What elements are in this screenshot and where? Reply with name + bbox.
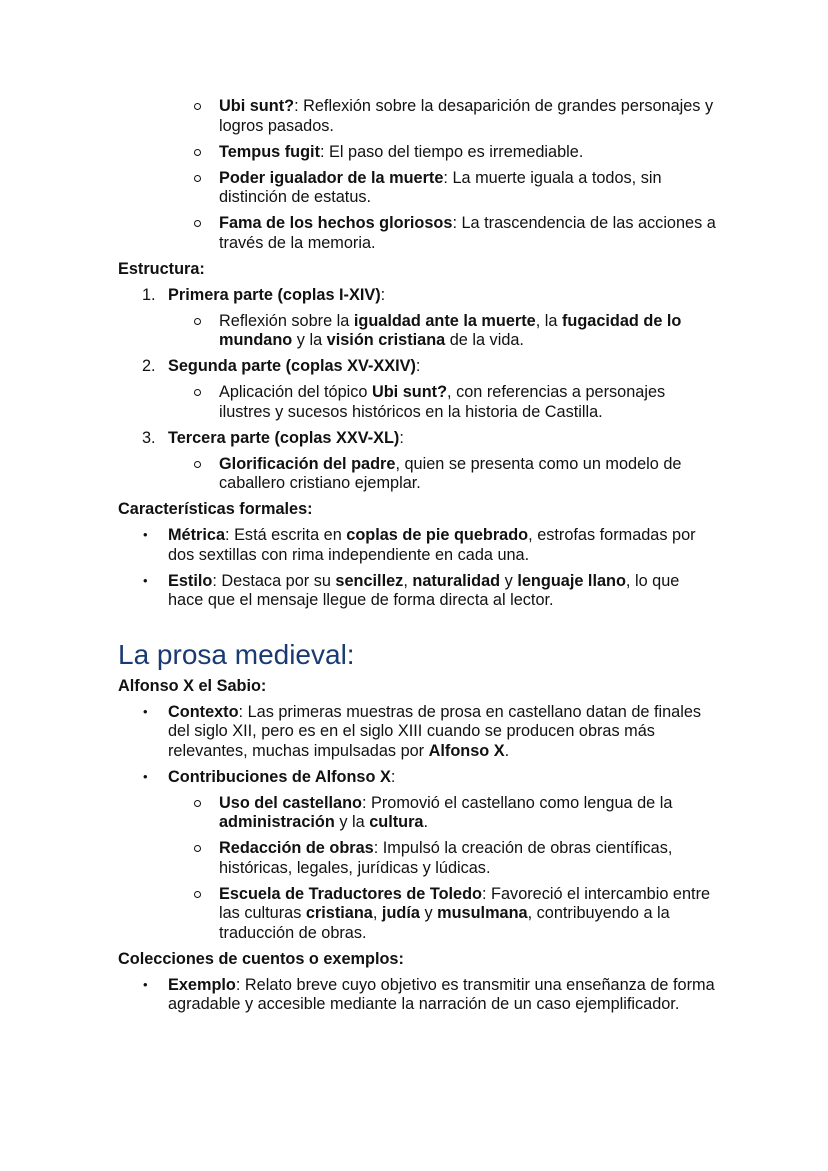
text: Aplicación del tópico — [219, 383, 372, 401]
text: , contribuyendo a la traducción de obras. — [219, 904, 670, 942]
bold-text: Métrica — [168, 526, 226, 544]
bold-text: cultura — [369, 813, 424, 831]
section-heading-colecciones: Colecciones de cuentos o exemplos: — [118, 949, 404, 968]
text: , lo que hace que el mensaje llegue de forma directa al lector. — [168, 571, 680, 609]
text: , la — [535, 311, 562, 330]
text: y — [419, 904, 438, 922]
bold-text: administración — [219, 813, 335, 831]
topic-term: Tempus fugit — [219, 142, 320, 161]
topic-text: : La trascendencia de las acciones a través de la memoria. — [219, 214, 716, 252]
bold-text: Alfonso X — [428, 741, 505, 760]
list-item — [118, 169, 716, 208]
text: , — [403, 571, 413, 590]
list-item — [118, 312, 716, 351]
text: : Promovió el castellano como lengua de la — [361, 793, 673, 812]
sub-list — [168, 794, 716, 944]
estructura-list — [118, 286, 716, 494]
bold-text: naturalidad — [412, 571, 501, 590]
bullet-icon: • — [143, 527, 148, 542]
bold-text: Estilo — [168, 571, 213, 590]
topic-term: Poder igualador de la muerte — [219, 168, 444, 187]
text: : Relato breve cuyo objetivo es transmitir una enseñanza de forma agradable y accesible mediante la narración de un caso ejemplificador. — [168, 975, 715, 1013]
text: : — [390, 767, 396, 786]
text: , con referencias a personajes ilustres y sucesos históricos en la historia de Castilla. — [219, 383, 666, 421]
bold-text: visión cristiana — [326, 331, 446, 349]
text: , estrofas formadas por dos sextillas con rima independiente en cada una. — [168, 526, 696, 564]
bullet-icon: • — [143, 703, 148, 719]
list-item — [118, 383, 716, 422]
list-item — [118, 976, 716, 1015]
text: : Destaca por su — [212, 571, 336, 590]
bold-text: Uso del castellano — [219, 793, 362, 812]
section-title-prosa: La prosa medieval: — [118, 638, 355, 670]
part-title: Primera parte (coplas I-XIV) — [168, 285, 381, 304]
alfonso-list — [118, 703, 716, 944]
bullet-icon: • — [143, 976, 148, 992]
bullet-icon: • — [143, 572, 148, 588]
list-item — [118, 455, 716, 494]
text: . — [423, 813, 429, 831]
text: : Favoreció el intercambio entre las culturas — [219, 884, 711, 922]
topic-text: : Reflexión sobre la desaparición de grandes personajes y logros pasados. — [219, 97, 714, 135]
bullet-icon: • — [143, 768, 148, 784]
list-item — [118, 429, 716, 494]
colecciones-list — [118, 976, 716, 1015]
text: de la vida. — [445, 331, 524, 349]
list-item — [118, 794, 716, 833]
bold-text: sencillez — [335, 571, 404, 590]
bold-text: lenguaje llano — [517, 571, 626, 590]
bold-text: igualdad ante la muerte — [353, 311, 536, 330]
text: y la — [334, 813, 370, 831]
formales-list — [118, 526, 716, 611]
list-item — [118, 839, 716, 878]
list-item — [118, 97, 716, 136]
list-number: 3. — [142, 428, 156, 447]
list-item — [118, 526, 716, 565]
topic-text: : La muerte iguala a todos, sin distinción de estatus. — [219, 168, 662, 206]
punctuation: : — [399, 428, 404, 447]
text: : Impulsó la creación de obras científicas, históricas, legales, jurídicas y lúdicas. — [219, 839, 673, 877]
bold-text: Redacción de obras — [219, 839, 374, 857]
part-title: Tercera parte (coplas XXV-XL) — [168, 428, 400, 447]
bold-text: Ubi sunt? — [371, 383, 448, 401]
list-item — [118, 357, 716, 422]
sub-list — [168, 383, 716, 422]
section-heading-estructura: Estructura: — [118, 259, 205, 278]
bold-text: judía — [381, 904, 420, 922]
bold-text: Escuela de Traductores de Toledo — [219, 884, 482, 903]
list-item — [118, 143, 716, 163]
bold-text: Contribuciones de Alfonso X — [168, 767, 391, 786]
topic-term: Ubi sunt? — [219, 97, 295, 115]
list-item — [118, 885, 716, 944]
bold-text: Contexto — [168, 702, 239, 721]
text: , — [372, 904, 382, 922]
sub-list — [168, 312, 716, 351]
bold-text: Exemplo — [168, 975, 236, 994]
punctuation: : — [380, 285, 386, 304]
bold-text: coplas de pie quebrado — [346, 526, 529, 544]
punctuation: : — [415, 357, 421, 375]
text: : Las primeras muestras de prosa en castellano datan de finales del siglo XII, pero es en el siglo XIII cuando se producen obras más relevantes, muchas impulsadas por — [168, 702, 702, 760]
list-number: 1. — [142, 285, 156, 304]
text: : Está escrita en — [225, 526, 347, 544]
text: y — [500, 571, 518, 590]
list-item — [118, 214, 716, 253]
sub-list — [168, 455, 716, 494]
text: Reflexión sobre la — [219, 311, 354, 330]
list-item — [118, 286, 716, 351]
bold-text: cristiana — [305, 904, 373, 922]
section-heading-formales: Características formales: — [118, 500, 313, 518]
bold-text: fugacidad de lo mundano — [219, 311, 682, 349]
list-item — [118, 768, 716, 944]
list-number: 2. — [142, 357, 156, 375]
intro-topic-list — [118, 97, 716, 253]
text: y la — [292, 331, 327, 349]
bold-text: musulmana — [437, 904, 528, 922]
text: , quien se presenta como un modelo de caballero cristiano ejemplar. — [219, 454, 682, 492]
bold-text: Glorificación del padre — [219, 454, 396, 473]
list-item — [118, 572, 716, 611]
topic-term: Fama de los hechos gloriosos — [219, 214, 453, 232]
text: . — [504, 741, 510, 760]
section-heading-alfonso: Alfonso X el Sabio: — [118, 676, 267, 695]
part-title: Segunda parte (coplas XV-XXIV) — [168, 357, 416, 375]
topic-text: : El paso del tiempo es irremediable. — [320, 142, 584, 161]
list-item — [118, 703, 716, 762]
